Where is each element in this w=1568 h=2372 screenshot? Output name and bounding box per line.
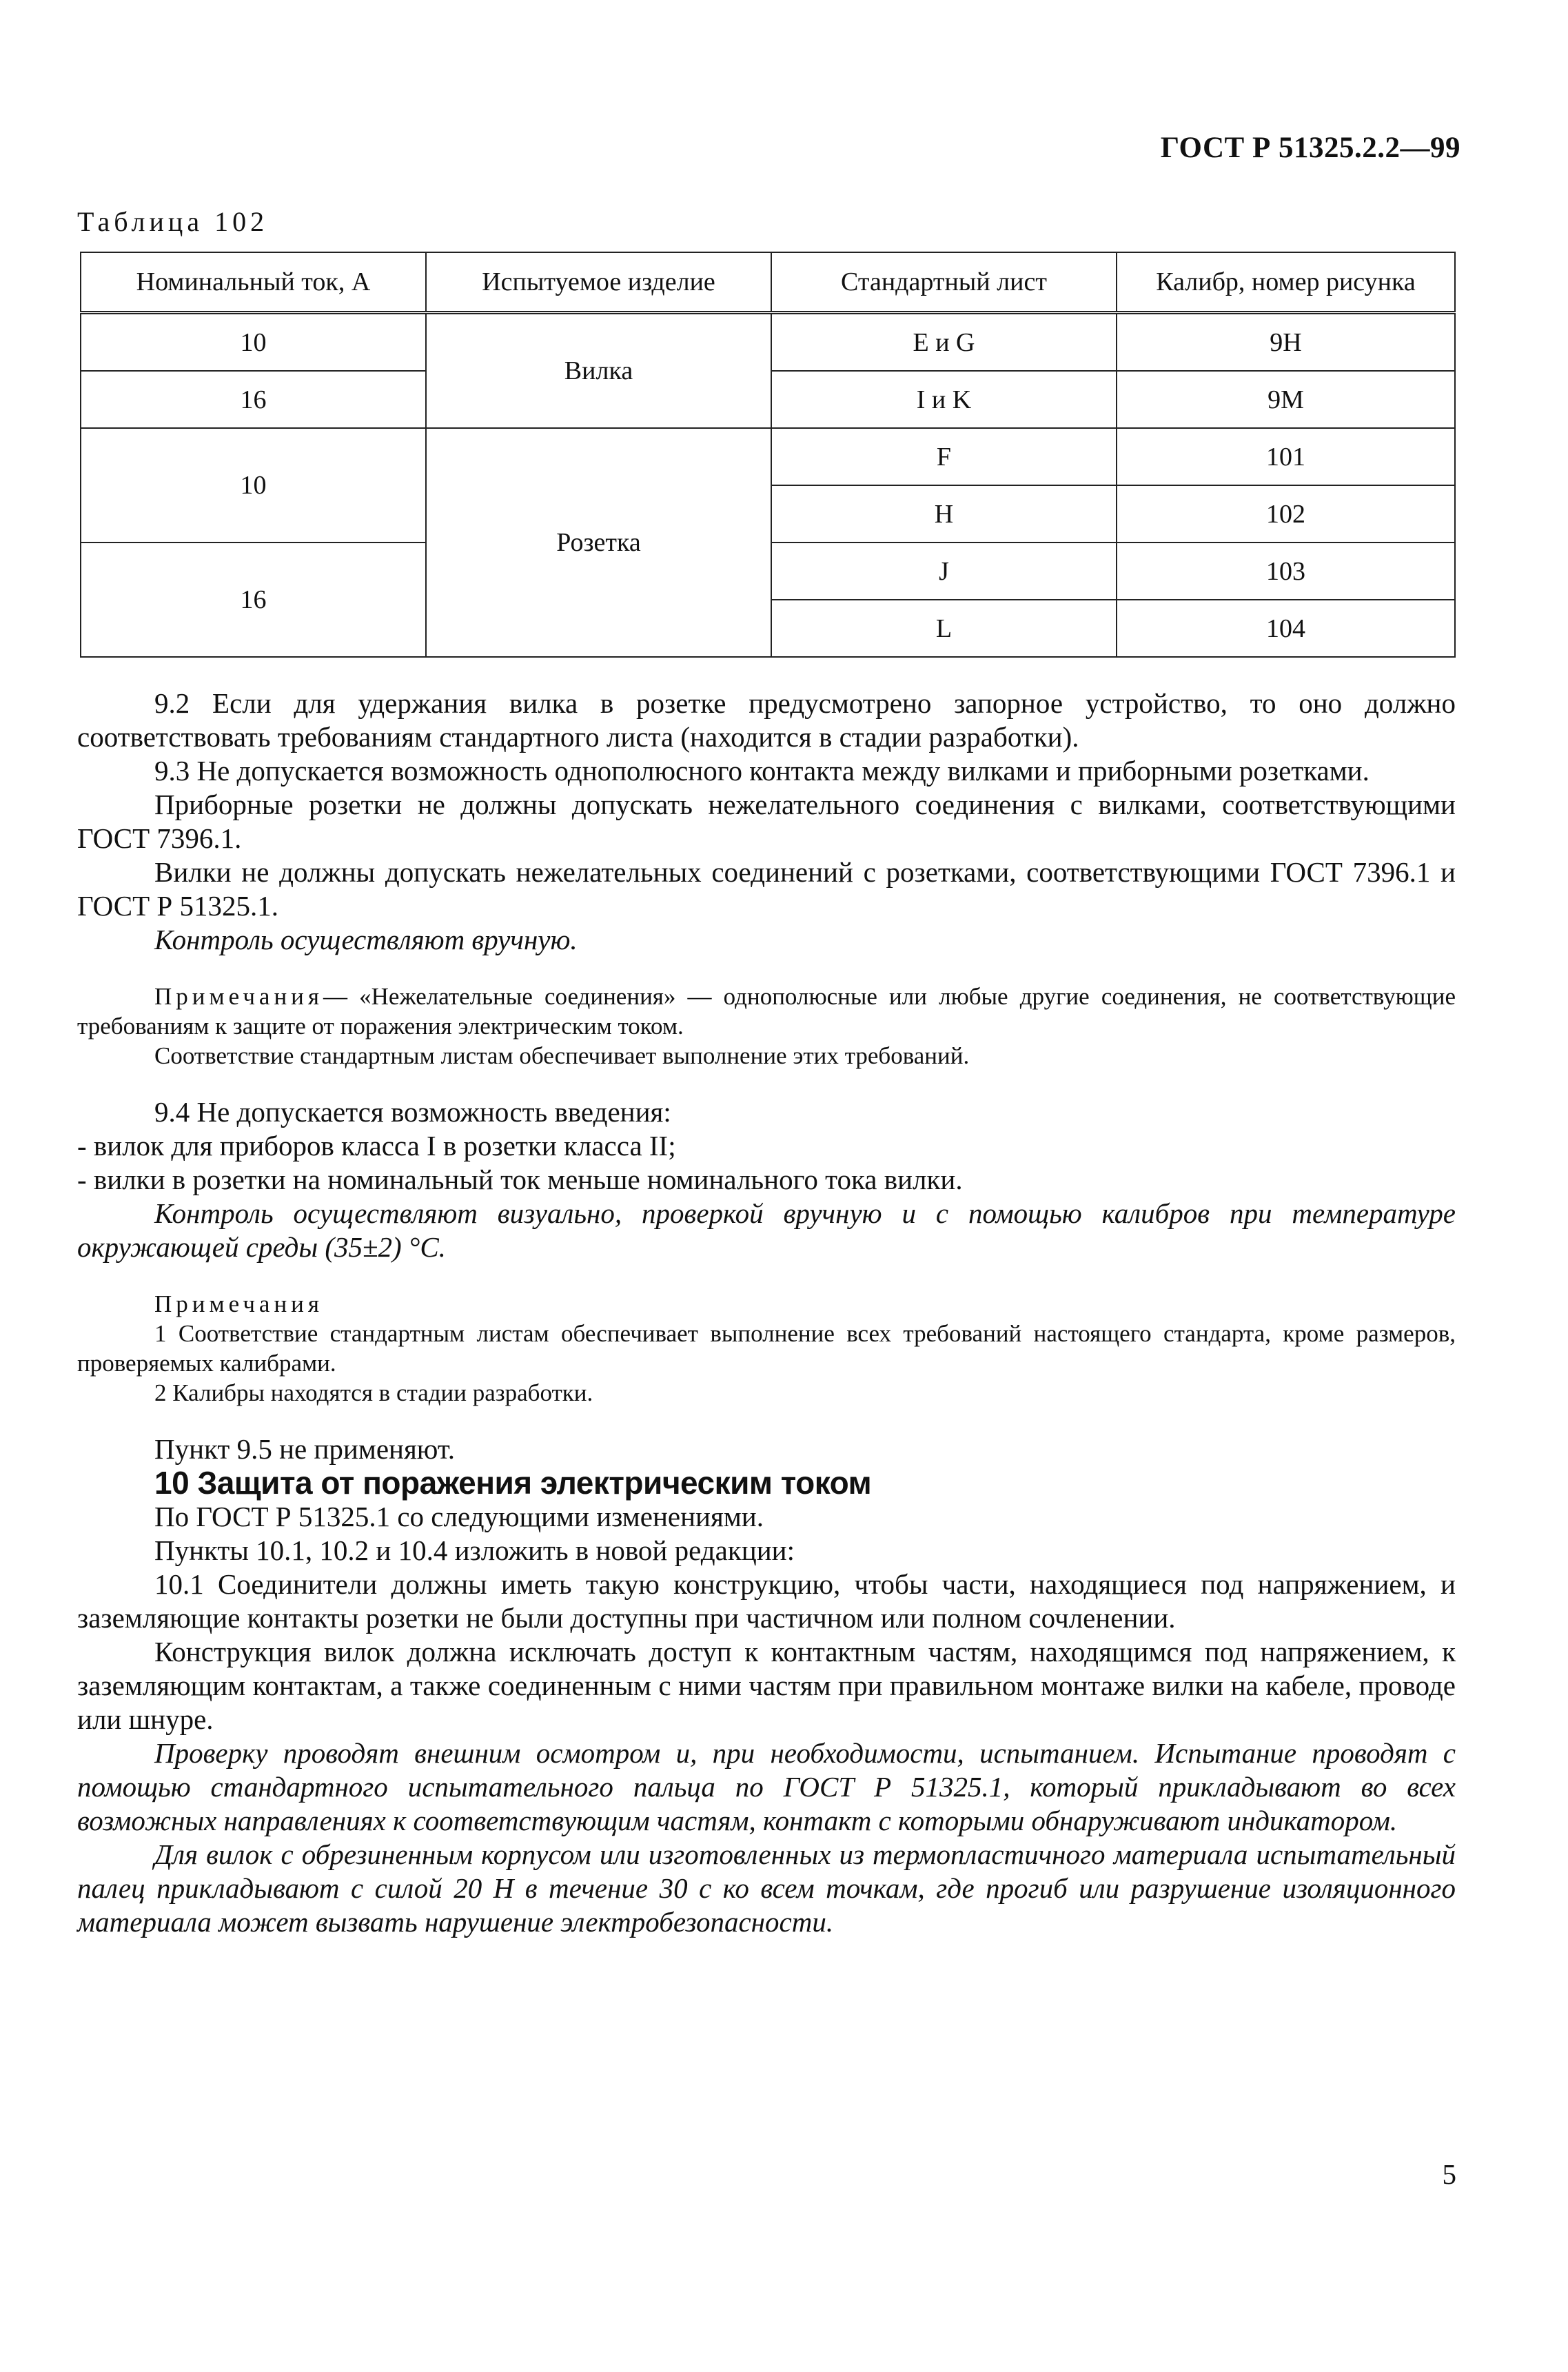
paragraph-10-items: Пункты 10.1, 10.2 и 10.4 изложить в новой редакции: xyxy=(154,1534,795,1566)
paragraph-9-3-sockets: Приборные розетки не должны допускать нежелательного соединения с вилками, соответствующими ГОСТ 7396.1. xyxy=(77,789,1456,854)
table-cell-sheet: F xyxy=(771,428,1117,485)
column-header: Калибр, номер рисунка xyxy=(1117,252,1455,313)
table-cell-sheet: L xyxy=(771,600,1117,657)
table-cell-current: 16 xyxy=(81,543,426,657)
table-cell-sheet: I и K xyxy=(771,371,1117,428)
table-caption: Таблица 102 xyxy=(77,206,269,237)
table-cell-sheet: E и G xyxy=(771,313,1117,372)
list-item-9-4-b: - вилки в розетки на номинальный ток меньше номинального тока вилки. xyxy=(77,1164,963,1195)
paragraph-9-3: 9.3 Не допускается возможность однополюсного контакта между вилками и приборными розетками. xyxy=(154,755,1370,787)
table-cell-gauge: 101 xyxy=(1117,428,1455,485)
list-item-9-4-a: - вилок для приборов класса I в розетки класса II; xyxy=(77,1130,676,1162)
table-cell-item: Вилка xyxy=(426,313,771,429)
paragraph-9-5: Пункт 9.5 не применяют. xyxy=(154,1433,455,1465)
paragraph-10-1-plugs: Конструкция вилок должна исключать доступ к контактным частям, находящимся под напряжением, к заземляющим контактам, а также соединенным с ними частям при правильном монтаже вилки на кабеле, проводе или шнуре. xyxy=(77,1636,1456,1735)
control-note-9-3: Контроль осуществляют вручную. xyxy=(154,924,578,955)
table-cell-current: 10 xyxy=(81,313,426,372)
section-title-10: 10 Защита от поражения электрическим током xyxy=(154,1465,872,1501)
table-cell-gauge: 104 xyxy=(1117,600,1455,657)
paragraph-10-intro: По ГОСТ Р 51325.1 со следующими изменениями. xyxy=(154,1501,764,1532)
page-number: 5 xyxy=(1442,2158,1456,2190)
note-text-2: Соответствие стандартным листам обеспечивает выполнение этих требований. xyxy=(154,1042,970,1069)
column-header: Стандартный лист xyxy=(771,252,1117,313)
paragraph-10-1-check: Проверку проводят внешним осмотром и, при необходимости, испытанием. Испытание проводят с помощью стандартного испытательного пальца по ГОСТ Р 51325.1, который прикладывают во всех возможных направлениях к соответствующим частям, контакт с которыми обнаруживают индикатором. xyxy=(77,1737,1456,1836)
table-cell-gauge: 102 xyxy=(1117,485,1455,543)
note-item-1: 1 Соответствие стандартным листам обеспечивает выполнение всех требований настоящего стандарта, кроме размеров, проверяемых калибрами. xyxy=(77,1320,1456,1377)
table-cell-item: Розетка xyxy=(426,428,771,657)
table-cell-gauge: 9M xyxy=(1117,371,1455,428)
note-block-1 xyxy=(77,982,1456,1041)
document-body xyxy=(77,687,1456,1939)
column-header: Испытуемое изделие xyxy=(426,252,771,313)
table-row xyxy=(81,313,1455,372)
paragraph-10-1: 10.1 Соединители должны иметь такую конструкцию, чтобы части, находящиеся под напряжением, и заземляющие контакты розетки не были доступны при частичном или полном сочленении. xyxy=(77,1568,1456,1634)
table-row xyxy=(81,428,1455,485)
document-header: ГОСТ Р 51325.2.2—99 xyxy=(1160,132,1460,164)
table-cell-sheet: H xyxy=(771,485,1117,543)
table-cell-gauge: 9H xyxy=(1117,313,1455,372)
column-header: Номинальный ток, А xyxy=(81,252,426,313)
table-cell-gauge: 103 xyxy=(1117,543,1455,600)
table-cell-current: 10 xyxy=(81,428,426,543)
control-note-9-4: Контроль осуществляют визуально, проверкой вручную и с помощью калибров при температуре окружающей среды (35±2) °С. xyxy=(77,1197,1456,1263)
paragraph-9-3-plugs: Вилки не должны допускать нежелательных соединений с розетками, соответствующими ГОСТ 7396.1 и ГОСТ Р 51325.1. xyxy=(77,856,1456,922)
table-header-row xyxy=(81,252,1455,313)
note-text: — «Нежелательные соединения» — однополюсные или любые другие соединения, не соответствующие требованиям к защите от поражения электрическим током. xyxy=(77,983,1456,1040)
table-cell-sheet: J xyxy=(771,543,1117,600)
note-title-2: Примечания xyxy=(154,1290,324,1317)
table-cell-current: 16 xyxy=(81,371,426,428)
paragraph-9-2: 9.2 Если для удержания вилка в розетке предусмотрено запорное устройство, то оно должно соответствовать требованиям стандартного листа (находится в стадии разработки). xyxy=(77,687,1456,753)
note-title: Примечания xyxy=(154,983,324,1010)
note-item-2: 2 Калибры находятся в стадии разработки. xyxy=(154,1379,593,1406)
paragraph-9-4: 9.4 Не допускается возможность введения: xyxy=(154,1096,671,1128)
paragraph-10-1-rubber: Для вилок с обрезиненным корпусом или изготовленных из термопластичного материала испытательный палец прикладывают с силой 20 Н в течение 30 с ко всем точкам, где прогиб или разрушение изоляционного материала может вызвать нарушение электробезопасности. xyxy=(77,1838,1456,1938)
rating-table xyxy=(80,252,1456,658)
